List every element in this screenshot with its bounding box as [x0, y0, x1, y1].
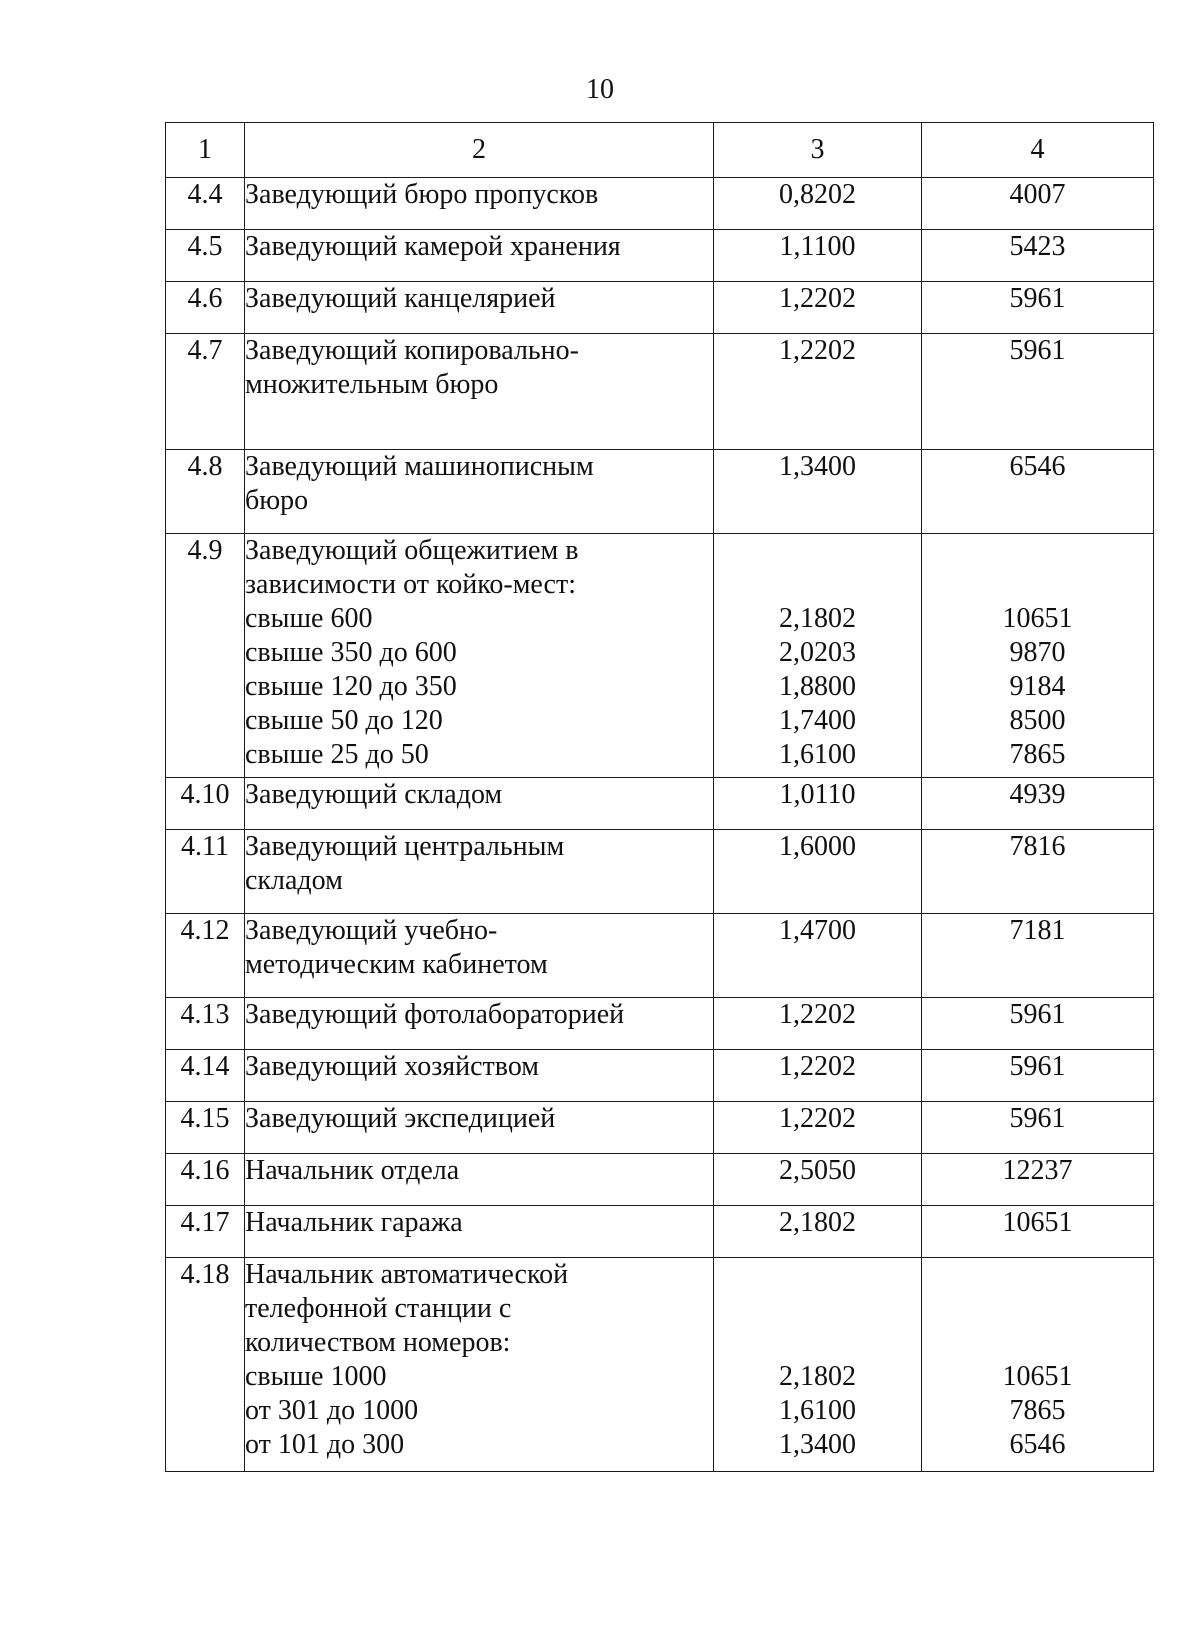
- salary-value: [922, 1326, 1153, 1360]
- salary-value: 6546: [1009, 451, 1066, 482]
- salary-value: 5961: [1009, 1051, 1066, 1082]
- salary-value: 12237: [1002, 1155, 1073, 1186]
- salary-value: 6546: [1009, 1429, 1066, 1460]
- position-name-line: Заведующий копировально-: [245, 335, 579, 366]
- table-row: [166, 830, 1154, 914]
- table-row: [166, 1258, 1154, 1472]
- position-name-line: Заведующий хозяйством: [245, 1051, 539, 1082]
- coefficient-value: 1,2202: [779, 283, 856, 314]
- salary-value: 5961: [1009, 1103, 1066, 1134]
- salary-value: 5423: [1009, 231, 1066, 262]
- coefficient-value: 1,7400: [779, 705, 856, 736]
- coefficient-value: 2,0203: [779, 637, 856, 668]
- position-name-line: количеством номеров:: [245, 1327, 511, 1358]
- coefficient-value: [714, 1258, 921, 1292]
- coefficient-value: 1,6100: [779, 1395, 856, 1426]
- coefficient-value: [714, 534, 921, 568]
- salary-value: 8500: [1009, 705, 1066, 736]
- salary-cell: [922, 178, 1154, 230]
- table-row: [166, 1050, 1154, 1102]
- position-name-line: Заведующий камерой хранения: [245, 231, 621, 262]
- position-name-line: свыше 120 до 350: [245, 671, 457, 702]
- coefficient-value: 2,1802: [779, 1361, 856, 1392]
- salary-value: 10651: [1002, 1361, 1073, 1392]
- table-row: [166, 334, 1154, 450]
- coefficient-value: 0,8202: [779, 179, 856, 210]
- column-header-3: 3: [714, 123, 922, 178]
- salary-cell: [922, 450, 1154, 534]
- coefficient-cell: [714, 1206, 922, 1258]
- position-name-line: телефонной станции с: [245, 1293, 512, 1324]
- coefficient-cell: [714, 534, 922, 778]
- table-row: [166, 778, 1154, 830]
- salary-value: 5961: [1009, 999, 1066, 1030]
- coefficient-value: 1,6000: [779, 831, 856, 862]
- position-name-line: Заведующий машинописным: [245, 451, 594, 482]
- coefficient-value: 1,8800: [779, 671, 856, 702]
- coefficient-value: 1,6100: [779, 739, 856, 770]
- coefficient-cell: [714, 1258, 922, 1472]
- position-name-line: свыше 50 до 120: [245, 705, 443, 736]
- table-row: [166, 230, 1154, 282]
- position-name-line: от 301 до 1000: [245, 1395, 419, 1426]
- page-number: 10: [586, 74, 614, 105]
- table-row: [166, 914, 1154, 998]
- coefficient-cell: [714, 1050, 922, 1102]
- salary-cell: [922, 778, 1154, 830]
- position-name-line: складом: [245, 865, 343, 896]
- table-row: [166, 282, 1154, 334]
- row-number: 4.15: [166, 1102, 245, 1154]
- coefficient-value: 1,3400: [779, 451, 856, 482]
- position-name-line: Начальник отдела: [245, 1155, 460, 1186]
- salary-cell: [922, 830, 1154, 914]
- salary-cell: [922, 998, 1154, 1050]
- coefficient-value: 2,1802: [779, 603, 856, 634]
- position-name-line: методическим кабинетом: [245, 949, 548, 980]
- coefficient-cell: [714, 230, 922, 282]
- coefficient-value: 1,3400: [779, 1429, 856, 1460]
- row-number: 4.12: [166, 914, 245, 998]
- coefficient-cell: [714, 830, 922, 914]
- position-name: [245, 178, 714, 230]
- coefficient-cell: [714, 282, 922, 334]
- salary-cell: [922, 230, 1154, 282]
- salary-value: 4939: [1009, 779, 1066, 810]
- coefficient-value: 1,4700: [779, 915, 856, 946]
- position-name: [245, 450, 714, 534]
- row-number: 4.10: [166, 778, 245, 830]
- position-name-line: Заведующий бюро пропусков: [245, 179, 599, 210]
- salary-value: 7865: [1009, 739, 1066, 770]
- salary-value: [922, 1258, 1153, 1292]
- column-header-2: 2: [245, 123, 714, 178]
- salary-cell: [922, 1206, 1154, 1258]
- salary-cell: [922, 282, 1154, 334]
- salary-value: [922, 1292, 1153, 1326]
- position-name: [245, 1206, 714, 1258]
- position-name-line: свыше 350 до 600: [245, 637, 457, 668]
- position-name-line: Заведующий общежитием в: [245, 535, 579, 566]
- position-name: [245, 1102, 714, 1154]
- position-name-line: Заведующий экспедицией: [245, 1103, 556, 1134]
- table-header-row: [166, 123, 1154, 178]
- position-name-line: Заведующий складом: [245, 779, 503, 810]
- table-row: [166, 998, 1154, 1050]
- salary-value: 9870: [1009, 637, 1066, 668]
- position-name-line: Заведующий центральным: [245, 831, 565, 862]
- position-name-line: свыше 600: [245, 603, 373, 634]
- table-row: [166, 1154, 1154, 1206]
- salary-cell: [922, 1154, 1154, 1206]
- coefficient-cell: [714, 178, 922, 230]
- row-number: 4.8: [166, 450, 245, 534]
- row-number: 4.11: [166, 830, 245, 914]
- table-body: [166, 178, 1154, 1472]
- position-name-line: Заведующий канцелярией: [245, 283, 556, 314]
- position-name: [245, 534, 714, 778]
- position-name-line: свыше 25 до 50: [245, 739, 429, 770]
- table-row: [166, 450, 1154, 534]
- position-name-line: от 101 до 300: [245, 1429, 405, 1460]
- position-name: [245, 1154, 714, 1206]
- position-name: [245, 1050, 714, 1102]
- coefficient-cell: [714, 914, 922, 998]
- row-number: 4.7: [166, 334, 245, 450]
- row-number: 4.14: [166, 1050, 245, 1102]
- salary-cell: [922, 1102, 1154, 1154]
- position-name: [245, 914, 714, 998]
- coefficient-cell: [714, 778, 922, 830]
- coefficient-value: 2,1802: [779, 1207, 856, 1238]
- salary-value: 5961: [1009, 283, 1066, 314]
- position-name: [245, 1258, 714, 1472]
- coefficient-value: [714, 568, 921, 602]
- salary-value: 7816: [1009, 831, 1066, 862]
- position-name-line: множительным бюро: [245, 369, 499, 400]
- position-name: [245, 778, 714, 830]
- row-number: 4.9: [166, 534, 245, 778]
- coefficient-value: 1,0110: [779, 779, 856, 810]
- coefficient-value: 2,5050: [779, 1155, 856, 1186]
- column-header-1: 1: [166, 123, 245, 178]
- position-name-line: Начальник автоматической: [245, 1259, 569, 1290]
- row-number: 4.6: [166, 282, 245, 334]
- position-name: [245, 230, 714, 282]
- salary-value: [922, 534, 1153, 568]
- salary-value: 10651: [1002, 1207, 1073, 1238]
- coefficient-value: 1,2202: [779, 1051, 856, 1082]
- coefficient-cell: [714, 1154, 922, 1206]
- row-number: 4.4: [166, 178, 245, 230]
- position-name: [245, 334, 714, 450]
- salary-value: 5961: [1009, 335, 1066, 366]
- position-name-line: свыше 1000: [245, 1361, 387, 1392]
- table-row: [166, 534, 1154, 778]
- coefficient-value: 1,2202: [779, 1103, 856, 1134]
- salary-value: 7181: [1009, 915, 1066, 946]
- coefficient-cell: [714, 450, 922, 534]
- coefficient-cell: [714, 334, 922, 450]
- salary-value: [922, 568, 1153, 602]
- coefficient-cell: [714, 1102, 922, 1154]
- position-name-line: бюро: [245, 485, 309, 516]
- coefficient-value: 1,1100: [779, 231, 856, 262]
- position-name: [245, 830, 714, 914]
- row-number: 4.5: [166, 230, 245, 282]
- column-header-4: 4: [922, 123, 1154, 178]
- salary-cell: [922, 534, 1154, 778]
- salary-cell: [922, 334, 1154, 450]
- salary-cell: [922, 1258, 1154, 1472]
- salary-value: 7865: [1009, 1395, 1066, 1426]
- position-name-line: Начальник гаража: [245, 1207, 463, 1238]
- position-name-line: Заведующий учебно-: [245, 915, 498, 946]
- salary-value: 9184: [1009, 671, 1066, 702]
- coefficient-cell: [714, 998, 922, 1050]
- row-number: 4.16: [166, 1154, 245, 1206]
- salary-table: [165, 122, 1154, 1472]
- row-number: 4.13: [166, 998, 245, 1050]
- position-name: [245, 282, 714, 334]
- coefficient-value: [714, 1292, 921, 1326]
- salary-cell: [922, 914, 1154, 998]
- salary-value: 10651: [1002, 603, 1073, 634]
- row-number: 4.18: [166, 1258, 245, 1472]
- coefficient-value: 1,2202: [779, 335, 856, 366]
- table-row: [166, 1102, 1154, 1154]
- salary-cell: [922, 1050, 1154, 1102]
- position-name-line: зависимости от койко-мест:: [245, 569, 576, 600]
- table-row: [166, 1206, 1154, 1258]
- position-name-line: Заведующий фотолабораторией: [245, 999, 625, 1030]
- coefficient-value: [714, 1326, 921, 1360]
- position-name: [245, 998, 714, 1050]
- salary-value: 4007: [1009, 179, 1066, 210]
- row-number: 4.17: [166, 1206, 245, 1258]
- coefficient-value: 1,2202: [779, 999, 856, 1030]
- table-row: [166, 178, 1154, 230]
